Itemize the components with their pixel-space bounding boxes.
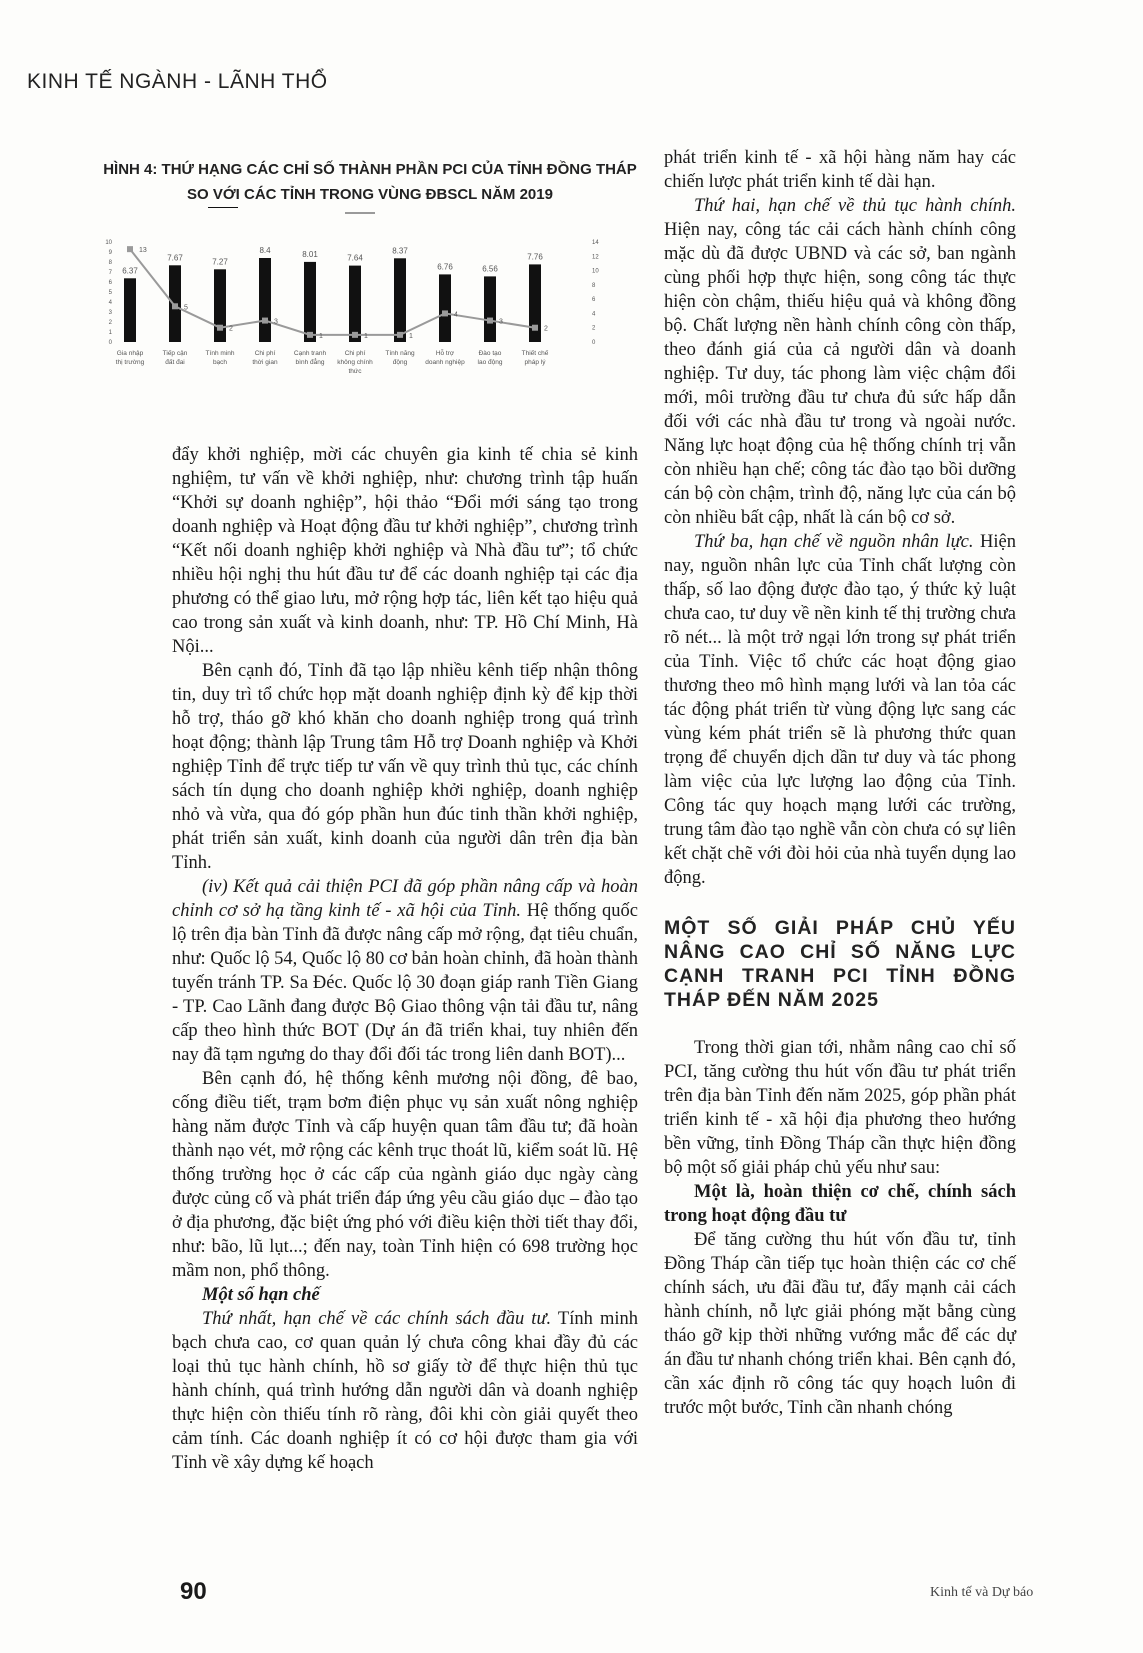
page-number: 90 — [180, 1578, 207, 1605]
category-label-7: động — [392, 359, 408, 366]
bar-8 — [439, 274, 451, 342]
bar-value-label-8: 6.76 — [437, 262, 453, 272]
category-label-5: bình đẳng — [295, 359, 325, 366]
bar-value-label-6: 7.64 — [347, 253, 363, 263]
category-label-4: Chi phí — [254, 350, 276, 357]
bar-value-label-10: 7.76 — [527, 252, 543, 262]
pci-rank-chart — [90, 207, 650, 422]
rank-value-label-6: 1 — [364, 332, 368, 340]
right-paragraph-3-lead: Thứ ba, hạn chế về nguồn nhân lực. — [694, 532, 974, 552]
rank-value-label-9: 3 — [499, 318, 503, 326]
y-tick-3: 3 — [108, 310, 112, 316]
bar-5 — [304, 262, 316, 342]
category-label-6: thức — [348, 368, 362, 375]
category-label-6: không chính — [337, 359, 373, 366]
left-paragraph-5 — [172, 1307, 638, 1475]
category-label-4: thời gian — [252, 359, 278, 366]
category-label-2: đất đai — [165, 359, 185, 366]
bar-labels-group — [122, 246, 543, 275]
bar-value-label-5: 8.01 — [302, 249, 318, 259]
rank-value-label-5: 1 — [319, 332, 323, 340]
left-paragraph-4: Bên cạnh đó, hệ thống kênh mương nội đồng, đê bao, cống điều tiết, trạm bơm điện phục vụ sản xuất nông nghiệp hàng năm được Tỉnh và cấp huyện quan tâm đầu tư; đã hoàn thành nạo vét, mở rộng các kênh trục thoát lũ, kiểm soát lũ. Hệ thống trường học ở các cấp của ngành giáo dục ngày càng được củng cố và phát triển đáp ứng yêu cầu giáo dục – đào tạo ở địa phương, đặc biệt ứng phó với điều kiện thời tiết thay đổi, như: bão, lũ lụt...; đến nay, toàn Tỉnh hiện có 698 trường học mầm non, phổ thông. — [172, 1069, 638, 1281]
running-header: KINH TẾ NGÀNH - LÃNH THỔ — [27, 70, 328, 93]
y-tick-4: 4 — [108, 300, 112, 306]
bar-value-label-3: 7.27 — [212, 257, 228, 267]
category-label-5: Cạnh tranh — [293, 350, 327, 357]
rank-line — [130, 249, 535, 335]
rank-point-8 — [442, 310, 448, 316]
left-paragraph-2: Bên cạnh đó, Tỉnh đã tạo lập nhiều kênh tiếp nhận thông tin, duy trì tổ chức họp mặt doanh nghiệp định kỳ để kịp thời hỗ trợ, tháo gỡ khó khăn cho doanh nghiệp trong quá trình hoạt động; thành lập Trung tâm Hỗ trợ Doanh nghiệp và Khởi nghiệp Tỉnh để trực tiếp tư vấn về quy trình thủ tục, các chính sách tín dụng cho doanh nghiệp khởi nghiệp, doanh nghiệp nhỏ và vừa, qua đó góp phần hun đúc tinh thần khởi nghiệp, phát triển sản xuất, kinh doanh của người dân trên địa bàn Tỉnh. — [172, 661, 638, 873]
category-label-3: Tính minh — [205, 350, 235, 357]
journal-footer: Kinh tế và Dự báo — [930, 1585, 1034, 1600]
right-paragraph-2 — [664, 194, 1016, 530]
bar-6 — [349, 266, 361, 342]
category-label-6: Chi phí — [344, 350, 366, 357]
category-label-1: Gia nhập — [116, 350, 144, 357]
right-paragraph-1: phát triển kinh tế - xã hội hàng năm hay các chiến lược phát triển kinh tế dài hạn. — [664, 148, 1016, 192]
rank-point-5 — [307, 332, 313, 338]
left-subheading: Một số hạn chế — [202, 1285, 320, 1305]
rank-point-10 — [532, 325, 538, 331]
y2-tick-14: 14 — [592, 240, 599, 246]
right-paragraph-4: Trong thời gian tới, nhằm nâng cao chỉ số PCI, tăng cường thu hút vốn đầu tư phát triển trên địa bàn Tỉnh đến năm 2025, góp phần phát triển kinh tế - xã hội địa phương theo hướng bền vững, tỉnh Đồng Tháp cần thực hiện đồng bộ một số giải pháp chủ yếu như sau: — [664, 1038, 1016, 1178]
left-column — [172, 443, 638, 1475]
section-heading: MỘT SỐ GIẢI PHÁP CHỦ YẾU NÂNG CAO CHỈ SỐ NĂNG LỰC CẠNH TRANH PCI TỈNH ĐỒNG THÁP ĐẾN NĂM 2025 — [664, 917, 1016, 1011]
y2-tick-4: 4 — [592, 311, 596, 318]
right-column — [664, 146, 1016, 1420]
bar-4 — [259, 258, 271, 342]
category-label-8: doanh nghiệp — [425, 359, 465, 366]
category-label-1: thị trường — [115, 359, 145, 366]
y2-tick-0: 0 — [592, 340, 596, 346]
bar-value-label-2: 7.67 — [167, 253, 183, 263]
bar-7 — [394, 258, 406, 342]
rank-value-label-4: 3 — [274, 318, 278, 326]
right-paragraph-2-body: Hiện nay, công tác cải cách hành chính công mặc dù đã được UBND và các sở, ban ngành cùng phối hợp thực hiện, song công tác thực hiện còn chậm, thiếu hiệu quả và không đồng bộ. Chất lượng nền hành chính công còn thấp, theo đánh giá của cả người dân và doanh nghiệp. Tư duy, tác phong làm việc chậm đổi mới, môi trường đầu tư chưa đủ sức hấp dẫn đối với các nhà đầu tư trong và ngoài nước. Năng lực hoạt động của hệ thống chính trị vẫn còn nhiều hạn chế; công tác đào tạo bồi dưỡng cán bộ còn chậm, trình độ, năng lực của cán bộ còn nhiều bất cập, nhất là cán bộ cơ sở. — [664, 220, 1016, 528]
figure-title — [60, 157, 680, 207]
right-paragraph-3-body: Hiện nay, nguồn nhân lực của Tỉnh chất lượng còn thấp, số lao động được đào tạo, ý thức kỷ luật chưa cao, tư duy về nền kinh tế thị trường chưa rõ nét... là một trở ngại lớn trong sự phát triển của Tỉnh. Việc tổ chức các hoạt động giao thương theo mô hình mạng lưới và lan tỏa các tác động phát triển từ vùng động lực sang các vùng kém phát triển sẽ là phương thức quan trọng để chuyển dịch dần tư duy và tác phong làm việc của lực lượng lao động của Tỉnh. Công tác quy hoạch mạng lưới các trường, trung tâm đào tạo nghề vẫn còn chưa có sự liên kết chặt chẽ với đòi hỏi của nhà tuyển dụng lao động. — [664, 532, 1016, 888]
y2-tick-12: 12 — [592, 254, 599, 261]
rank-value-label-3: 2 — [229, 325, 233, 333]
right-paragraph-5: Để tăng cường thu hút vốn đầu tư, tỉnh Đồng Tháp cần tiếp tục hoàn thiện các cơ chế chính sách, ưu đãi đầu tư, đẩy mạnh cải cách hành chính, nỗ lực giải phóng mặt bằng cùng tháo gỡ kịp thời những vướng mắc để các dự án đầu tư nhanh chóng triển khai. Bên cạnh đó, cần xác định rõ công tác quy hoạch luôn đi trước một bước, Tỉnh cần nhanh chóng — [664, 1230, 1016, 1418]
category-labels-group — [116, 348, 549, 375]
right-subheading: Một là, hoàn thiện cơ chế, chính sách trong hoạt động đầu tư — [664, 1182, 1016, 1226]
y-ticks-group — [105, 240, 112, 346]
bar-9 — [484, 276, 496, 342]
y-tick-9: 9 — [108, 250, 112, 256]
rank-value-label-8: 4 — [454, 311, 458, 319]
legend-bar-swatch — [208, 207, 238, 208]
y2-tick-6: 6 — [592, 297, 596, 304]
right-paragraph-2-lead: Thứ hai, hạn chế về thủ tục hành chính. — [694, 196, 1016, 216]
figure-title-line-2: SO VỚI CÁC TỈNH TRONG VÙNG ĐBSCL NĂM 2019 — [187, 186, 553, 203]
category-label-8: Hỗ trợ — [435, 350, 455, 357]
y2-tick-10: 10 — [592, 268, 599, 275]
bar-value-label-4: 8.4 — [259, 246, 271, 255]
category-label-10: pháp lý — [524, 359, 546, 366]
rank-point-4 — [262, 318, 268, 324]
category-label-9: lao động — [477, 359, 503, 366]
bar-value-label-7: 8.37 — [392, 246, 408, 256]
category-label-7: Tính năng — [385, 350, 415, 357]
y-tick-5: 5 — [108, 290, 112, 296]
rank-value-label-7: 1 — [409, 332, 413, 340]
right-paragraph-3 — [664, 530, 1016, 890]
left-paragraph-5-body: Tính minh bạch chưa cao, cơ quan quản lý chưa công khai đầy đủ các loại thủ tục hành chính, hồ sơ giấy tờ để thực hiện thủ tục hành chính, quá trình hướng dẫn người dân và doanh nghiệp thực hiện còn thiếu tính rõ ràng, đôi khi còn giải quyết theo cảm tính. Các doanh nghiệp ít có cơ hội được tham gia với Tỉnh về xây dựng kế hoạch — [172, 1309, 639, 1473]
left-paragraph-3-body: Hệ thống quốc lộ trên địa bàn Tỉnh đã được nâng cấp mở rộng, đạt tiêu chuẩn, như: Quốc lộ 54, Quốc lộ 80 cơ bản hoàn chỉnh, đã hoàn thành tuyến tránh TP. Sa Đéc. Quốc lộ 30 đoạn giáp ranh Tiền Giang - TP. Cao Lãnh đang được Bộ Giao thông vận tải đầu tư, nâng cấp theo hình thức BOT (Dự án đã triển khai, tuy nhiên đến nay đã tạm ngưng do thay đổi đối tác trong liên danh BOT)... — [172, 901, 638, 1065]
rank-point-9 — [487, 318, 493, 324]
left-paragraph-3-lead: (iv) Kết quả cải thiện PCI đã góp phần nâng cấp và hoàn chỉnh cơ sở hạ tầng kinh tế - xã hội của Tỉnh. — [172, 877, 638, 921]
bar-value-label-9: 6.56 — [482, 264, 498, 274]
y-tick-1: 1 — [108, 330, 112, 336]
rank-value-label-10: 2 — [544, 325, 548, 333]
y2-tick-2: 2 — [592, 325, 596, 332]
rank-point-6 — [352, 332, 358, 338]
category-label-10: Thiết chế — [521, 350, 549, 357]
y2-ticks-group — [592, 240, 599, 346]
legend — [208, 207, 375, 213]
bar-1 — [124, 278, 136, 342]
category-label-9: Đào tạo — [478, 350, 502, 357]
y-tick-7: 7 — [108, 270, 112, 276]
y-tick-0: 0 — [108, 340, 112, 346]
rank-value-label-2: 5 — [184, 304, 188, 312]
rank-point-3 — [217, 325, 223, 331]
category-label-3: bạch — [212, 359, 228, 366]
bar-value-label-1: 6.37 — [122, 266, 138, 276]
y-tick-2: 2 — [108, 320, 112, 326]
rank-value-label-1: 13 — [139, 247, 147, 255]
rank-point-2 — [172, 303, 178, 309]
y-tick-10: 10 — [105, 240, 112, 246]
rank-point-1 — [127, 246, 133, 252]
y-tick-8: 8 — [108, 260, 112, 266]
rank-point-7 — [397, 332, 403, 338]
category-label-2: Tiếp cận — [162, 350, 188, 357]
left-paragraph-1: đẩy khởi nghiệp, mời các chuyên gia kinh tế chia sẻ kinh nghiệm, tư vấn về khởi nghiệp, như: chương trình tập huấn “Khởi sự doanh nghiệp”, hội thảo “Đổi mới sáng tạo trong doanh nghiệp và Hoạt động đầu tư khởi nghiệp”, chương trình “Kết nối doanh nghiệp khởi nghiệp và Nhà đầu tư”; tổ chức nhiều hội nghị thu hút đầu tư để các doanh nghiệp tại các địa phương có thể giao lưu, mở rộng hợp tác, liên kết tạo hiệu quả cao trong sản xuất và kinh doanh, như: TP. Hồ Chí Minh, Hà Nội... — [172, 445, 638, 657]
left-paragraph-3 — [172, 875, 638, 1067]
y-tick-6: 6 — [108, 280, 112, 286]
y2-tick-8: 8 — [592, 282, 596, 289]
left-paragraph-5-lead: Thứ nhất, hạn chế về các chính sách đầu tư. — [202, 1309, 552, 1329]
bar-3 — [214, 269, 226, 342]
bars-group — [124, 258, 541, 342]
figure-title-line-1: HÌNH 4: THỨ HẠNG CÁC CHỈ SỐ THÀNH PHẦN PCI CỦA TỈNH ĐỒNG THÁP — [103, 161, 637, 178]
